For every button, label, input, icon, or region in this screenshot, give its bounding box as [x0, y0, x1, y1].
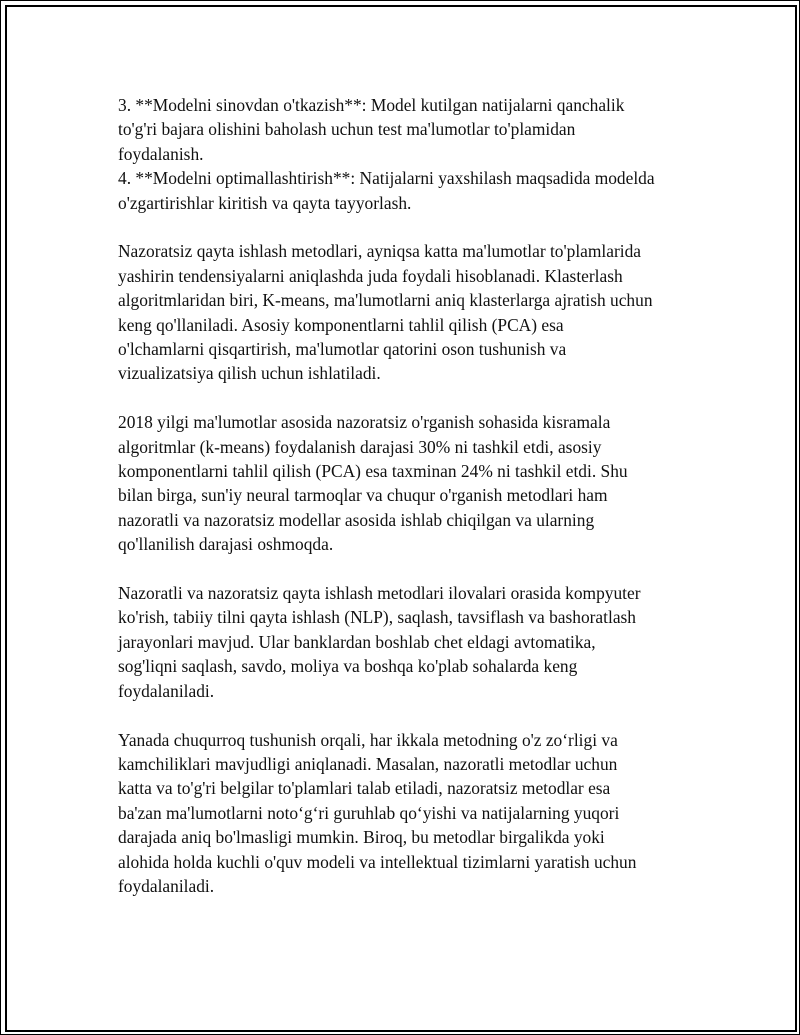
paragraph-2018-statistics [118, 410, 698, 556]
text-line: keng qo'llaniladi. Asosiy komponentlarni tahlil qilish (PCA) esa [118, 314, 564, 335]
text-line: foydalaniladi. [118, 875, 215, 896]
text-line: to'g'ri bajara olishini baholash uchun test ma'lumotlar to'plamidan [118, 119, 576, 140]
text-line: o'zgartirishlar kiritish va qayta tayyorlash. [118, 192, 412, 213]
text-line: Nazoratsiz qayta ishlash metodlari, ayniqsa katta ma'lumotlar to'plamlarida [118, 241, 641, 262]
paragraph-spacer [118, 703, 698, 727]
text-line: Nazoratli va nazoratsiz qayta ishlash metodlari ilovalari orasida kompyuter [118, 583, 641, 604]
text-line: bilan birga, sun'iy neural tarmoqlar va chuqur o'rganish metodlari ham [118, 485, 608, 506]
paragraph-spacer [118, 557, 698, 581]
text-line: 4. **Modelni optimallashtirish**: Natijalarni yaxshilash maqsadida modelda [118, 168, 655, 189]
text-line: alohida holda kuchli o'quv modeli va intellektual tizimlarni yaratish uchun [118, 851, 637, 872]
text-line: komponentlarni tahlil qilish (PCA) esa taxminan 24% ni tashkil etdi. Shu [118, 461, 628, 482]
text-line: foydalanish. [118, 143, 204, 164]
text-line: 3. **Modelni sinovdan o'tkazish**: Model kutilgan natijalarni qanchalik [118, 95, 625, 115]
text-line: vizualizatsiya qilish uchun ishlatiladi. [118, 363, 381, 384]
paragraph-strengths-weaknesses [118, 728, 698, 899]
text-line: Yanada chuqurroq tushunish orqali, har ikkala metodning o'z zo‘rligi va [118, 729, 618, 750]
text-line: foydalaniladi. [118, 680, 215, 701]
text-line: kamchiliklari mavjudligi aniqlanadi. Masalan, nazoratli metodlar uchun [118, 753, 618, 774]
text-line: yashirin tendensiyalarni aniqlashda juda foydali hisoblanadi. Klasterlash [118, 265, 623, 286]
text-line: algoritmlar (k-means) foydalanish darajasi 30% ni tashkil etdi, asosiy [118, 436, 602, 457]
paragraph-unsupervised-methods [118, 239, 698, 385]
text-line: katta va to'g'ri belgilar to'plamlari talab etiladi, nazoratsiz metodlar esa [118, 778, 611, 799]
document-body [118, 93, 698, 898]
paragraph-applications [118, 581, 698, 703]
text-line: darajada aniq bo'lmasligi mumkin. Biroq, bu metodlar birgalikda yoki [118, 827, 605, 848]
text-line: o'lchamlarni qisqartirish, ma'lumotlar qatorini oson tushunish va [118, 339, 567, 360]
text-line: nazoratli va nazoratsiz modellar asosida ishlab chiqilgan va ularning [118, 509, 595, 530]
text-line: ba'zan ma'lumotlarni noto‘g‘ri guruhlab qo‘yishi va natijalarning yuqori [118, 802, 620, 823]
paragraph-model-steps [118, 93, 698, 215]
paragraph-spacer [118, 386, 698, 410]
text-line: sog'liqni saqlash, savdo, moliya va boshqa ko'plab sohalarda keng [118, 656, 578, 677]
text-line: algoritmlaridan biri, K-means, ma'lumotlarni aniq klasterlarga ajratish uchun [118, 290, 653, 311]
text-line: 2018 yilgi ma'lumotlar asosida nazoratsiz o'rganish sohasida kisramala [118, 412, 611, 433]
paragraph-spacer [118, 215, 698, 239]
text-line: ko'rish, tabiiy tilni qayta ishlash (NLP), saqlash, tavsiflash va bashoratlash [118, 607, 636, 628]
text-line: jarayonlari mavjud. Ular banklardan boshlab chet eldagi avtomatika, [118, 631, 596, 652]
text-line: qo'llanilish darajasi oshmoqda. [118, 534, 334, 555]
